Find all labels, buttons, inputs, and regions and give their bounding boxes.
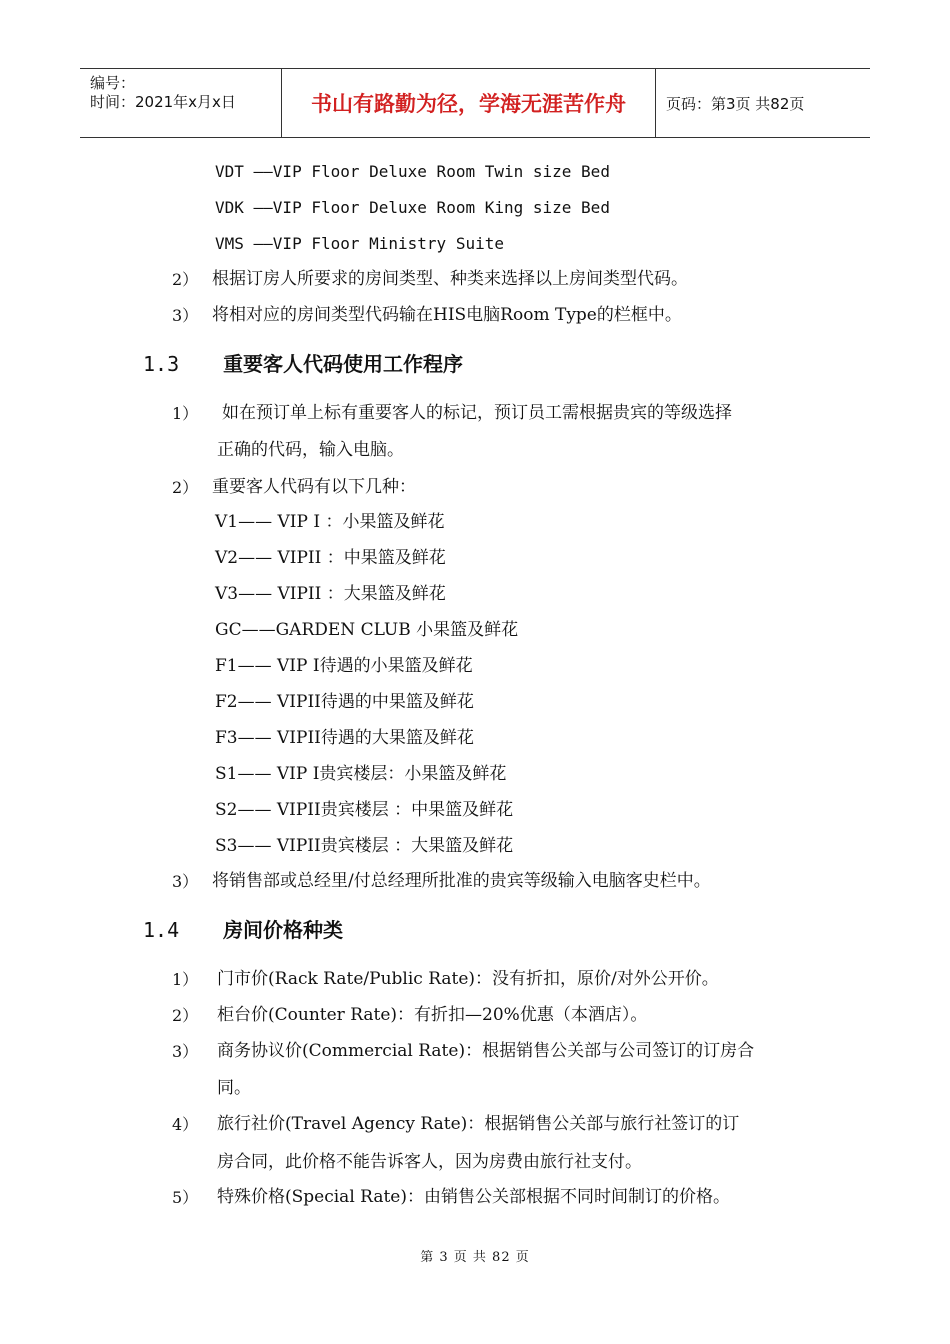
page-footer: 第 3 页 共 82 页 — [420, 1250, 530, 1265]
list-item-text: 如在预订单上标有重要客人的标记，预订员工需根据贵宾的等级选择 — [222, 403, 732, 423]
header-page-info: 页码：第3页 共82页 — [666, 94, 805, 113]
list-item-text: 同。 — [217, 1078, 251, 1098]
vip-code-line: S3—— VIPII贵宾楼层 ：大果篮及鲜花 — [215, 836, 514, 856]
vip-code-line: F2—— VIPII待遇的中果篮及鲜花 — [215, 692, 474, 712]
list-item-text: 将销售部或总经里/付总经理所批准的贵宾等级输入电脑客史栏中。 — [212, 871, 711, 891]
list-item-text: 旅行社价(Travel Agency Rate)：根据销售公关部与旅行社签订的订 — [217, 1114, 740, 1134]
list-number: 5） — [172, 1188, 199, 1207]
list-item-text: 正确的代码，输入电脑。 — [217, 440, 404, 460]
list-item-text: 重要客人代码有以下几种： — [212, 477, 416, 497]
list-item-text: 房合同，此价格不能告诉客人，因为房费由旅行社支付。 — [217, 1152, 642, 1172]
section-number: 1.4 — [143, 918, 180, 942]
vip-code-line: S2—— VIPII贵宾楼层 ：中果篮及鲜花 — [215, 800, 514, 820]
section-heading — [143, 351, 463, 377]
section-number: 1.3 — [143, 352, 180, 376]
list-item-text: 柜台价(Counter Rate)：有折扣—20%优惠（本酒店）。 — [217, 1005, 648, 1025]
list-item-text: 商务协议价(Commercial Rate)：根据销售公关部与公司签订的订房合 — [217, 1041, 755, 1061]
vip-code-line: V1—— VIP I ：小果篮及鲜花 — [215, 512, 445, 532]
list-item-text: 门市价(Rack Rate/Public Rate)：没有折扣，原价/对外公开价。 — [217, 969, 719, 989]
list-item-text: 将相对应的房间类型代码输在HIS电脑Room Type的栏框中。 — [212, 305, 682, 325]
vip-code-line: F1—— VIP I待遇的小果篮及鲜花 — [215, 656, 473, 676]
page-header — [80, 68, 870, 138]
list-item-text: 根据订房人所要求的房间类型、种类来选择以上房间类型代码。 — [212, 269, 688, 289]
vip-code-line: GC——GARDEN CLUB 小果篮及鲜花 — [215, 620, 519, 640]
header-meta — [80, 69, 282, 137]
room-code-line: VDT ——VIP Floor Deluxe Room Twin size Bed — [215, 162, 610, 181]
room-code-line: VDK ——VIP Floor Deluxe Room King size Bed — [215, 198, 610, 217]
room-code-line: VMS ——VIP Floor Ministry Suite — [215, 234, 504, 253]
document-time-label: 时间：2021年x月x日 — [90, 93, 236, 111]
list-number: 1） — [172, 404, 199, 423]
list-number: 4） — [172, 1115, 199, 1134]
vip-code-line: S1—— VIP I贵宾楼层：小果篮及鲜花 — [215, 764, 507, 784]
list-number: 3） — [172, 1042, 199, 1061]
section-title: 房间价格种类 — [223, 918, 344, 942]
section-title: 重要客人代码使用工作程序 — [223, 352, 464, 376]
list-number: 2） — [172, 478, 199, 497]
list-number: 3） — [172, 872, 199, 891]
vip-code-line: V2—— VIPII ：中果篮及鲜花 — [215, 548, 446, 568]
vip-code-line: V3—— VIPII ：大果篮及鲜花 — [215, 584, 446, 604]
header-motto: 书山有路勤为径，学海无涯苦作舟 — [282, 69, 656, 137]
list-item-text: 特殊价格(Special Rate)：由销售公关部根据不同时间制订的价格。 — [217, 1187, 731, 1207]
list-number: 1） — [172, 970, 199, 989]
document-number-label: 编号： — [90, 74, 136, 92]
section-heading — [143, 917, 343, 943]
list-number: 2） — [172, 1006, 199, 1025]
vip-code-line: F3—— VIPII待遇的大果篮及鲜花 — [215, 728, 474, 748]
list-number: 3） — [172, 306, 199, 325]
list-number: 2） — [172, 270, 199, 289]
